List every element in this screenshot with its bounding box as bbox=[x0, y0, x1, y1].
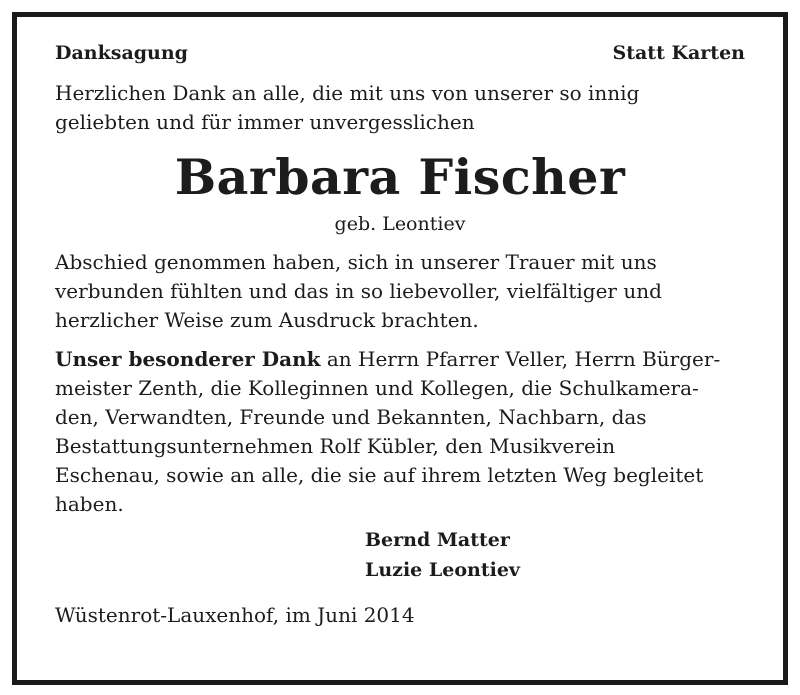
notice-type-label: Danksagung bbox=[55, 42, 188, 64]
statt-karten-label: Statt Karten bbox=[612, 42, 745, 64]
thanks-line: Bestattungsunternehmen Rolf Kübler, den Musikverein bbox=[55, 434, 616, 458]
notice-header bbox=[55, 39, 745, 67]
intro-line: Herzlichen Dank an alle, die mit uns von unserer so innig bbox=[55, 81, 640, 105]
thanks-line: den, Verwandten, Freunde und Bekannten, Nachbarn, das bbox=[55, 405, 647, 429]
signer-name: Luzie Leontiev bbox=[365, 559, 520, 581]
farewell-line: Abschied genommen haben, sich in unserer Trauer mit uns bbox=[55, 250, 657, 274]
farewell-line: herzlicher Weise zum Ausdruck brachten. bbox=[55, 308, 479, 332]
intro-text bbox=[55, 79, 745, 137]
deceased-name: Barbara Fischer bbox=[174, 148, 626, 206]
place-date: Wüstenrot-Lauxenhof, im Juni 2014 bbox=[55, 603, 415, 627]
thanks-text bbox=[55, 345, 745, 519]
thanks-line-text: an Herrn Pfarrer Veller, Herrn Bürger- bbox=[320, 347, 721, 371]
thanks-line: meister Zenth, die Kolleginnen und Kollegen, die Schulkamera- bbox=[55, 376, 699, 400]
thanks-line: Eschenau, sowie an alle, die sie auf ihrem letzten Weg begleitet bbox=[55, 463, 704, 487]
maiden-name: geb. Leontiev bbox=[334, 213, 466, 235]
farewell-text bbox=[55, 248, 745, 335]
signer-name: Bernd Matter bbox=[365, 529, 510, 551]
thanks-lead: Unser besonderer Dank bbox=[55, 347, 321, 371]
thanks-line: haben. bbox=[55, 492, 124, 516]
notice-frame bbox=[12, 12, 788, 685]
intro-line: geliebten und für immer unvergesslichen bbox=[55, 110, 475, 134]
thanks-line bbox=[55, 345, 745, 374]
signers bbox=[365, 525, 745, 585]
notice-content bbox=[55, 39, 745, 629]
farewell-line: verbunden fühlten und das in so liebevoller, vielfältiger und bbox=[55, 279, 662, 303]
